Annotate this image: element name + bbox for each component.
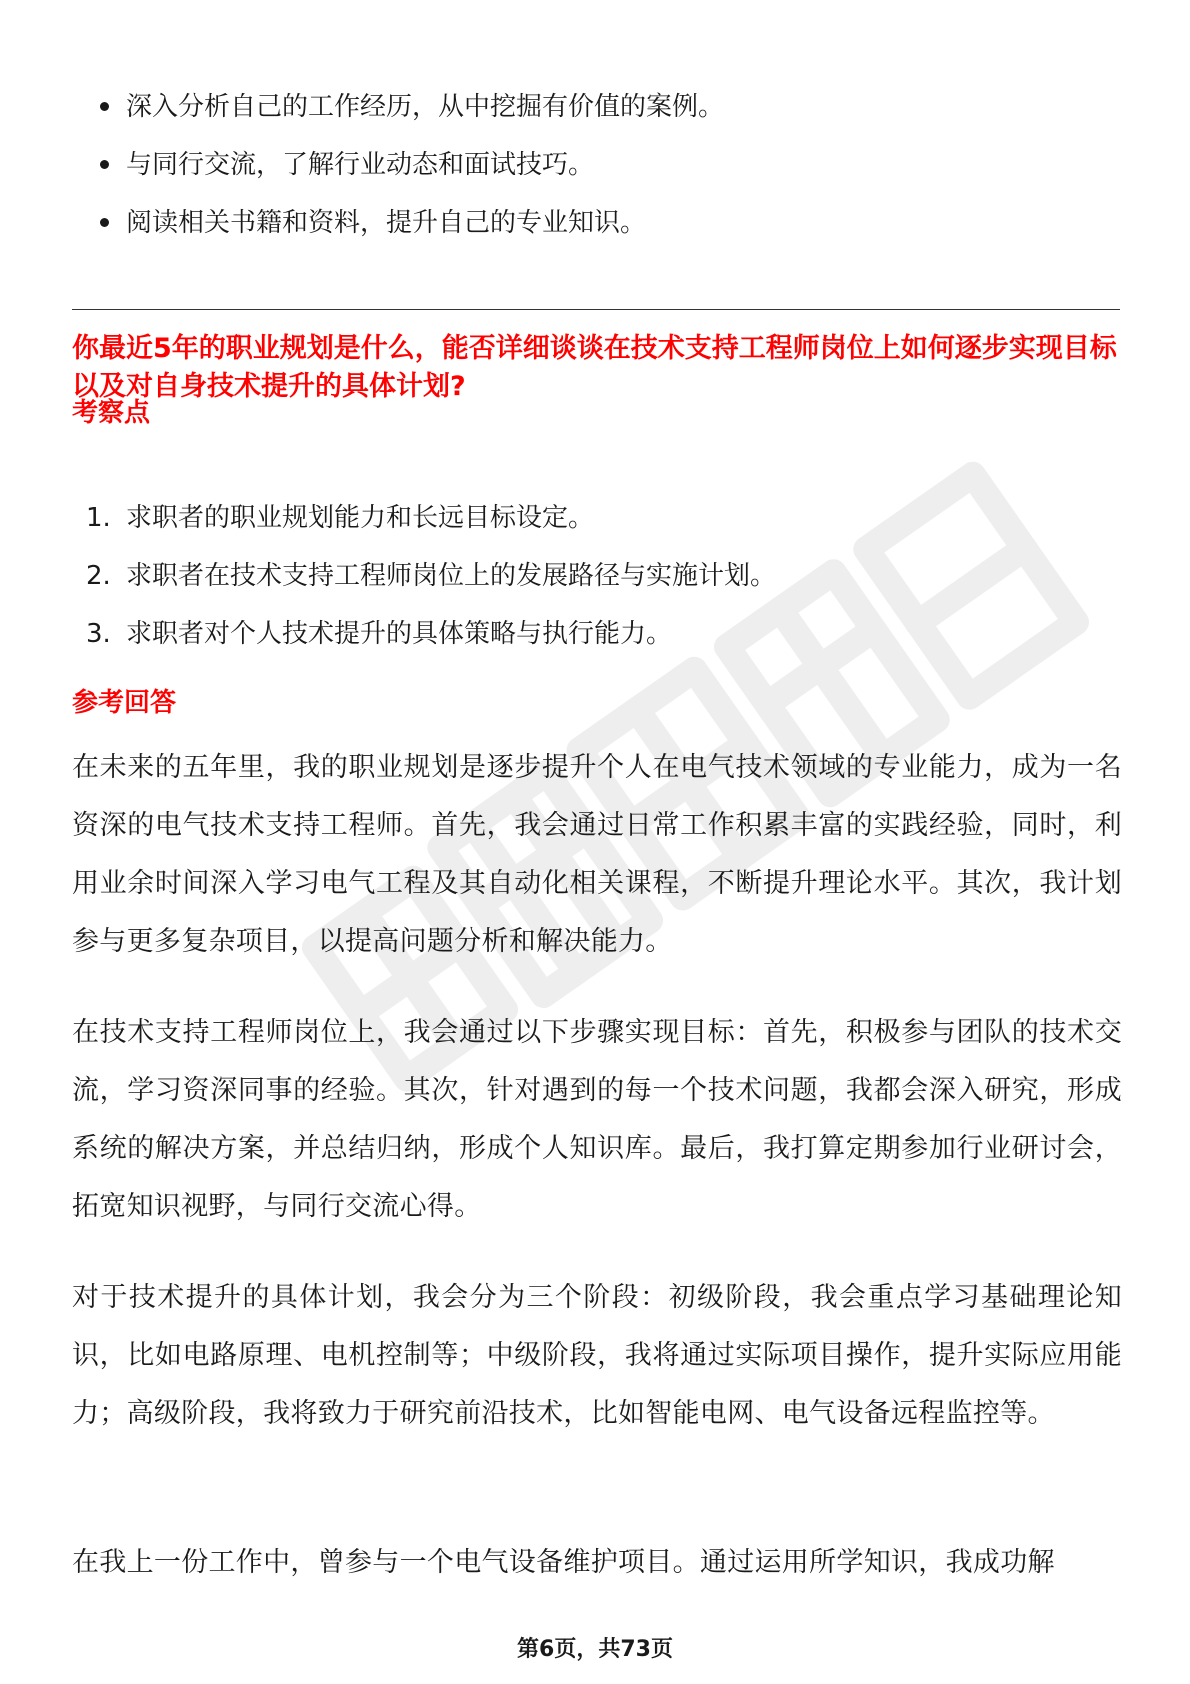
exam-point-item: 3. 求职者对个人技术提升的具体策略与执行能力。 [86, 619, 673, 649]
page-number-footer: 第6页，共73页 [517, 1637, 673, 1662]
section-divider [72, 309, 1120, 310]
document-page [72, 0, 1122, 1684]
exam-points-list [72, 503, 776, 677]
answer-paragraph: 对于技术提升的具体计划，我会分为三个阶段：初级阶段，我会重点学习基础理论知识，比如电路原理、电机控制等；中级阶段，我将通过实际项目操作，提升实际应用能力；高级阶段，我将致力于研究前沿技术，比如智能电网、电气设备远程监控等。 [72, 1282, 1122, 1429]
answer-paragraph: 在未来的五年里，我的职业规划是逐步提升个人在电气技术领域的专业能力，成为一名资深的电气技术支持工程师。首先，我会通过日常工作积累丰富的实践经验，同时，利用业余时间深入学习电气工程及其自动化相关课程，不断提升理论水平。其次，我计划参与更多复杂项目，以提高问题分析和解决能力。 [72, 752, 1122, 957]
bullet-dot-icon [100, 102, 109, 111]
tips-bullet-list [72, 92, 724, 266]
reference-answer-heading: 参考回答 [72, 688, 177, 718]
exam-points-heading: 考察点 [72, 398, 151, 428]
bullet-item: 深入分析自己的工作经历，从中挖掘有价值的案例。 [72, 92, 724, 150]
interview-question: 你最近5年的职业规划是什么，能否详细谈谈在技术支持工程师岗位上如何逐步实现目标以及对自身技术提升的具体计划? [72, 333, 1117, 402]
exam-point-item: 2. 求职者在技术支持工程师岗位上的发展路径与实施计划。 [86, 561, 777, 591]
bullet-dot-icon [100, 160, 109, 169]
answer-paragraph: 在技术支持工程师岗位上，我会通过以下步骤实现目标：首先，积极参与团队的技术交流，学习资深同事的经验。其次，针对遇到的每一个技术问题，我都会深入研究，形成系统的解决方案，并总结归纳，形成个人知识库。最后，我打算定期参加行业研讨会，拓宽知识视野，与同行交流心得。 [72, 1017, 1122, 1222]
bullet-item: 与同行交流，了解行业动态和面试技巧。 [72, 150, 724, 208]
exam-point-item: 1. 求职者的职业规划能力和长远目标设定。 [86, 503, 595, 533]
bullet-item: 阅读相关书籍和资料，提升自己的专业知识。 [72, 208, 724, 266]
answer-paragraph: 在我上一份工作中，曾参与一个电气设备维护项目。通过运用所学知识，我成功解 [72, 1547, 1055, 1578]
bullet-dot-icon [100, 218, 109, 227]
